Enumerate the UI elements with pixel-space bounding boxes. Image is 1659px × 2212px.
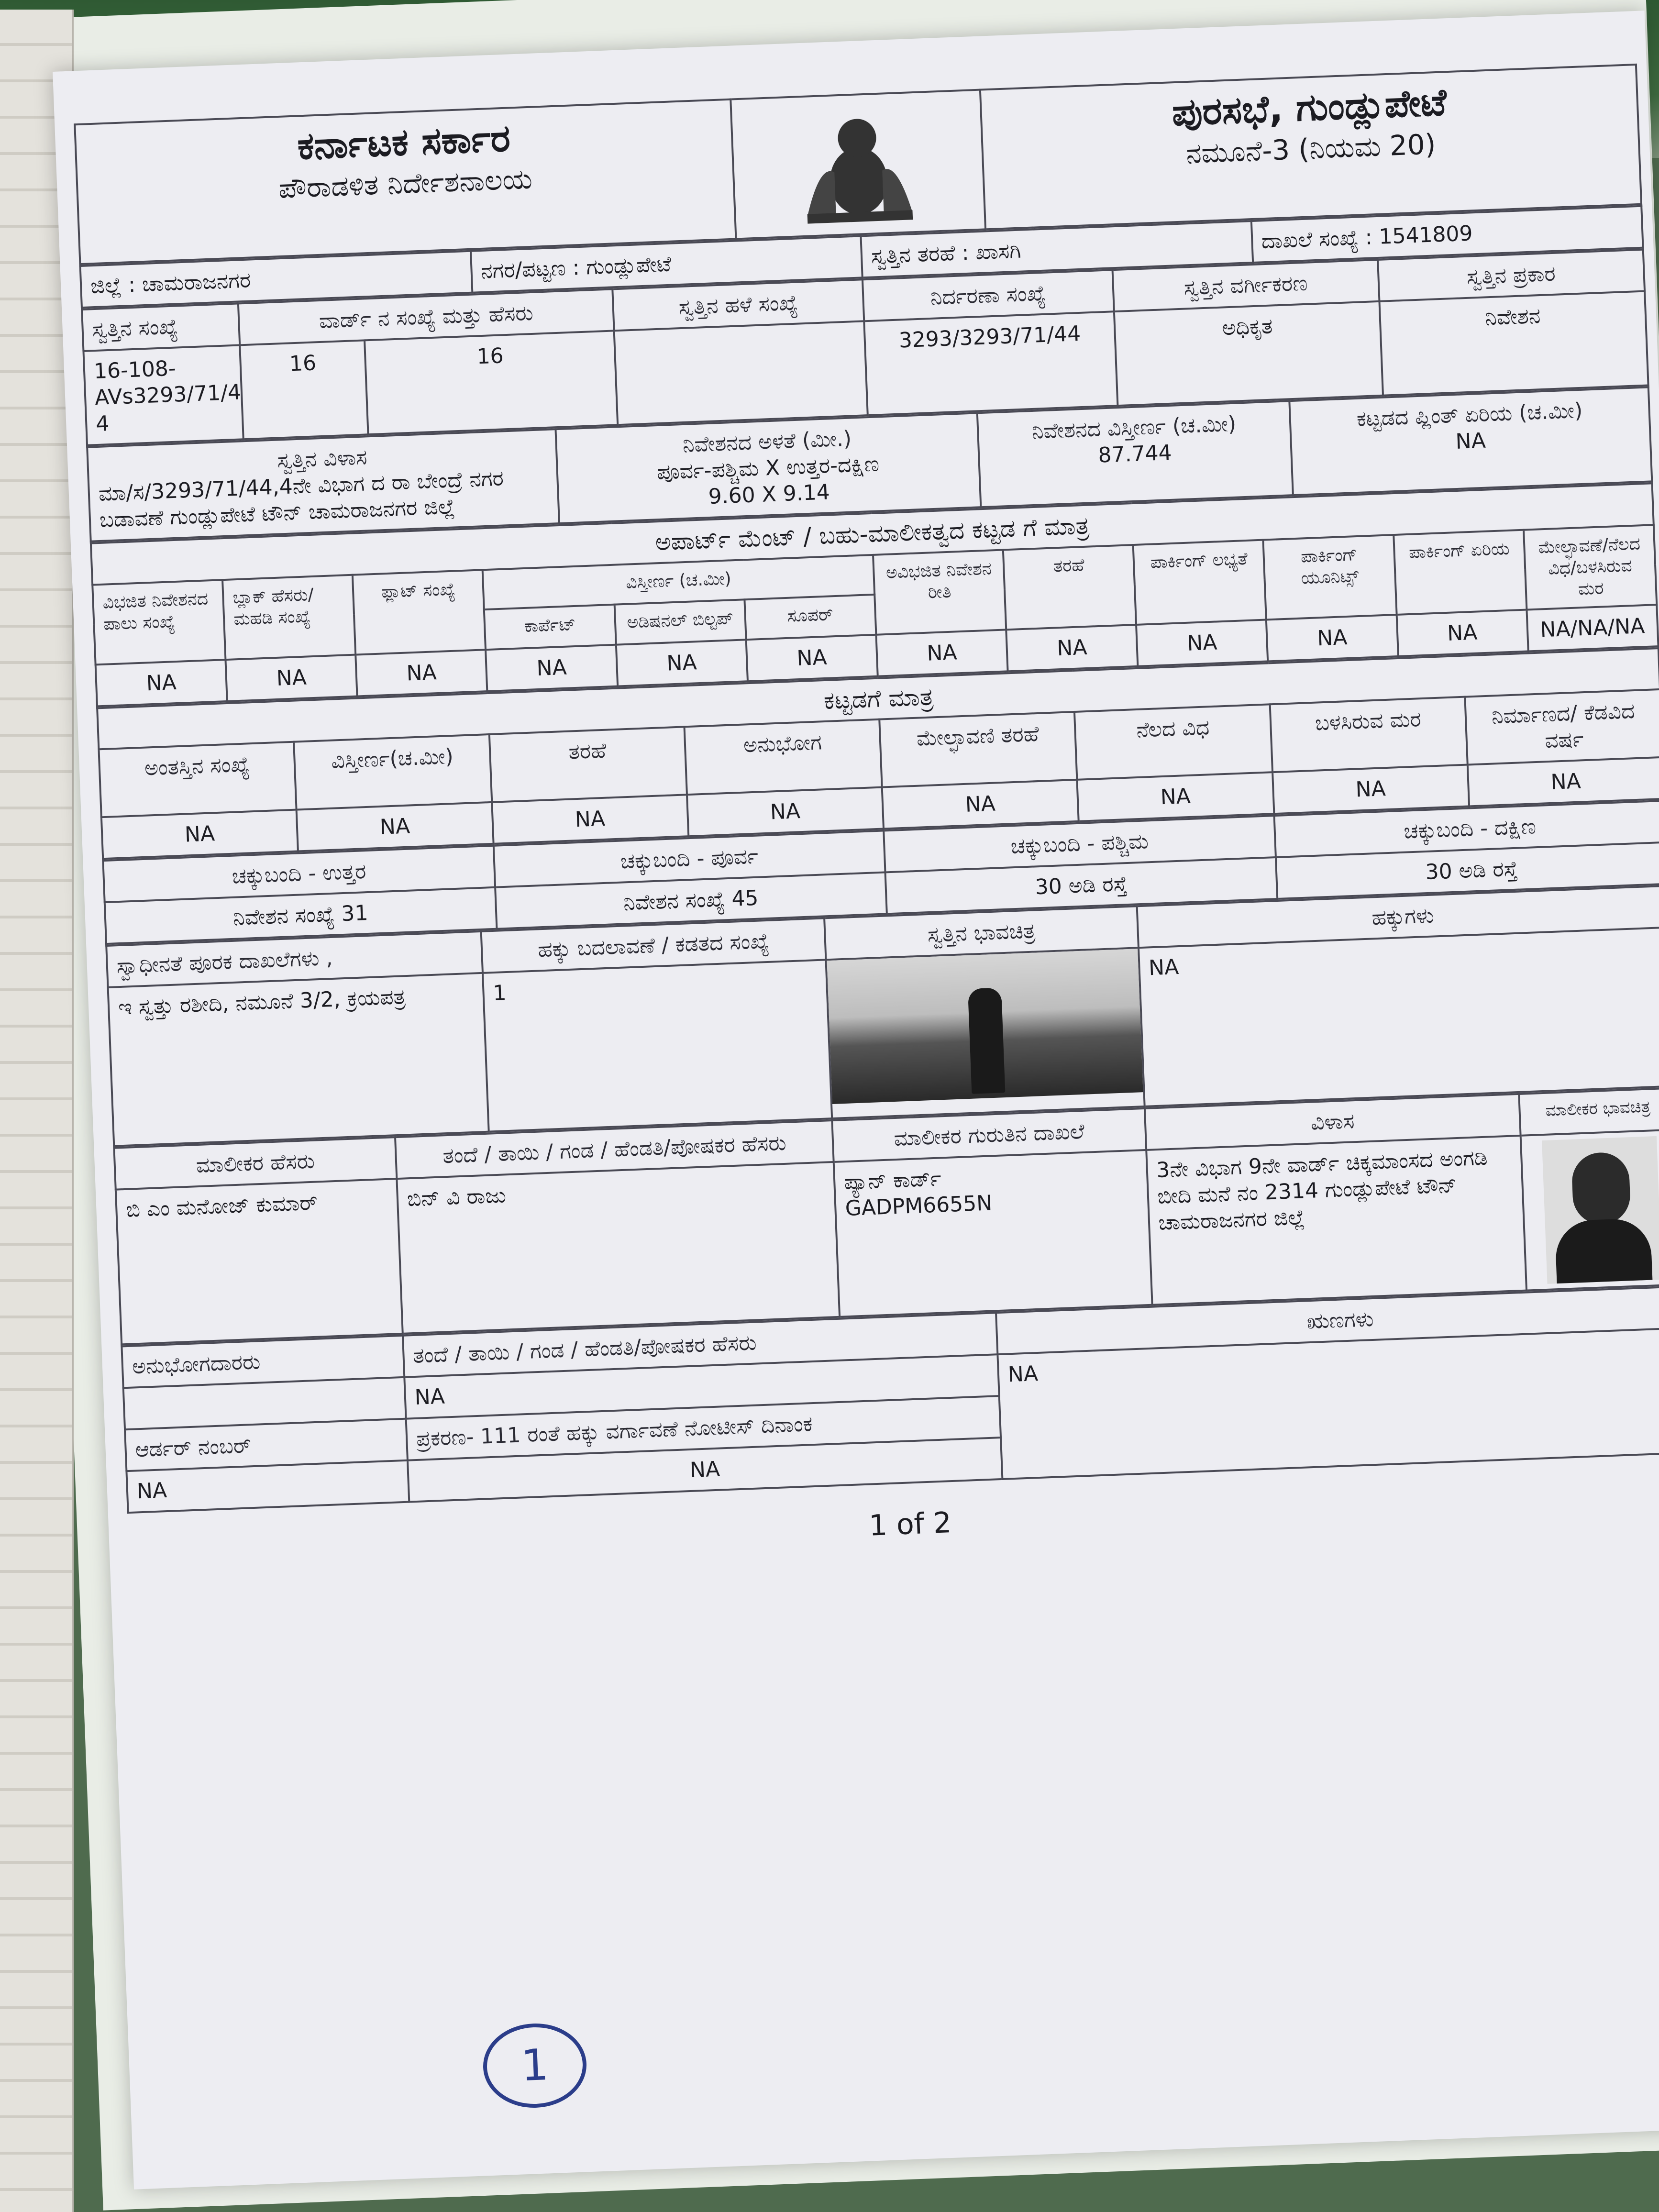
owner-name-label: ಮಾಲೀಕರ ಹೆಸರು [114,1137,397,1190]
property-no: 16-108-AVs3293/71/4 4 [83,345,243,445]
apt-h-parking-area: ಪಾರ್ಕಿಂಗ್ ಏರಿಯ [1394,530,1526,614]
south-value: 30 ಅಡಿ ರಸ್ತೆ [1275,842,1659,899]
apt-h-parking-avail: ಪಾರ್ಕಿಂಗ್ ಲಭ್ಯತೆ [1133,540,1266,624]
label-classification: ಸ್ವತ್ತಿನ ವರ್ಗೀಕರಣ [1112,260,1379,311]
apt-v-8: NA [1136,619,1268,666]
west-value: 30 ಅಡಿ ರಸ್ತೆ [885,857,1277,914]
city: ನಗರ/ಪಟ್ಟಣ : ಗುಂಡ್ಲುಪೇಟೆ [471,236,863,292]
bld-v-0: NA [101,810,298,859]
transfer-value: 1 [483,960,832,1131]
bld-v-6: NA [1272,765,1469,814]
classification: ಅಧಿಕೃತ [1114,301,1382,406]
label-reg-no: ನಿರ್ದರಣಾ ಸಂಖ್ಯೆ [863,270,1114,321]
owner-id-cell [834,1150,1152,1317]
property-address: ಮಾ/ಸ/3293/71/44,4ನೇ ವಿಭಾಗ ದ ರಾ ಬೇಂದ್ರೆ ನಗರ ಬಡಾವಣೆ ಗುಂಡ್ಲುಪೇಟೆ ಟೌನ್ ಚಾಮರಾಜನಗರ ಜಿಲ್ಲೆ [98,466,504,532]
notice-value: NA [408,1438,1003,1502]
owner-id-value: GADPM6655N [844,1191,993,1221]
label-old-no: ಸ್ವತ್ತಿನ ಹಳೆ ಸಂಖ್ಯೆ [613,279,864,331]
property-photo [826,948,1144,1118]
east-label: ಚಕ್ಕುಬಂದಿ - ಪೂರ್ವ [493,830,885,887]
apartment-title: ಅಪಾರ್ಟ್ ಮೆಂಟ್ / ಬಹು-ಮಾಲೀಕತ್ವದ ಕಟ್ಟಡ ಗೆ ಮಾತ್ರ [91,483,1654,585]
owner-address: 3ನೇ ವಿಭಾಗ 9ನೇ ವಾರ್ಡ್ ಚಿಕ್ಕಮಾಂಸದ ಅಂಗಡಿ ಬೀದಿ ಮನೆ ನಂ 2314 ಗುಂಡ್ಲುಪೇಟೆ ಟೌನ್ ಚಾಮರಾಜನಗರ ಜಿಲ್ಲೆ [1146,1136,1527,1305]
label-kind: ಸ್ವತ್ತಿನ ಪ್ರಕಾರ [1378,250,1645,301]
area-label: ನಿವೇಶನದ ವಿಸ್ತೀರ್ಣ (ಚ.ಮೀ) [1031,411,1237,444]
bld-v-2: NA [492,795,688,844]
owner-photo-label: ಮಾಲೀಕರ ಭಾವಚಿತ್ರ [1519,1088,1659,1135]
bld-h-7: ನಿರ್ಮಾಣದ/ ಕೆಡವಿದ ವರ್ಷ [1465,689,1659,765]
ward-no: 16 [240,340,368,439]
apt-h-undivided: ಅವಿಭಜಿತ ನಿವೇಶನ ರೀತಿ [873,550,1006,634]
apt-v-5: NA [746,634,877,681]
docs-value: ಇ ಸ್ವತ್ತು ರಶೀದಿ, ನಮೂನೆ 3/2, ಕ್ರಯಪತ್ರ [108,973,489,1146]
order-label: ಆರ್ಡರ್ ನಂಬರ್ [125,1419,408,1471]
apt-h-super: ಸೂಪರ್ [744,595,876,640]
plinth-value: NA [1455,428,1486,454]
west-label: ಚಕ್ಕುಬಂದಿ - ಪಶ್ಚಿಮ [884,816,1275,872]
govt-title: ಕರ್ನಾಟಕ ಸರ್ಕಾರ [296,117,511,168]
reg-no: 3293/3293/71/44 [864,311,1117,415]
entry-number: ದಾಖಲೆ ಸಂಖ್ಯೆ : 1541809 [1251,206,1643,263]
north-value: ನಿವೇಶನ ಸಂಖ್ಯೆ 31 [105,887,497,944]
label-ward: ವಾರ್ಡ್ ನ ಸಂಖ್ಯೆ ಮತ್ತು ಹೆಸರು [238,289,614,345]
apt-v-1: NA [226,654,357,701]
district: ಜಿಲ್ಲೆ : ಚಾಮರಾಜನಗರ [80,251,472,308]
header-left [75,100,736,264]
rights-value: NA [1139,928,1659,1106]
apt-h-type: ತರಹೆ [1003,545,1136,630]
apt-v-7: NA [1006,624,1138,671]
state-emblem-icon [741,98,976,231]
owner-id-label: ಮಾಲೀಕರ ಗುರುತಿನ ದಾಖಲೆ [832,1108,1146,1162]
notice-label: ಪ್ರಕರಣ- 111 ರಂತೆ ಹಕ್ಕು ವರ್ಗಾವಣೆ ನೋಟೀಸ್ ದಿನಾಂಕ [406,1396,1001,1460]
order-value: NA [126,1460,409,1513]
apt-h-roof: ಮೇಲ್ಛಾವಣೆ/ನೆಲದ ವಿಧ/ಬಳಸಿರುವ ಮರ [1524,525,1657,609]
occupant-relation-value: NA [404,1354,999,1419]
area-cell [977,401,1293,507]
handwritten-mark: 1 [482,2022,588,2110]
directorate-title: ಪೌರಾಡಳಿತ ನಿರ್ದೇಶನಾಲಯ [277,162,533,205]
rights-label: ಹಕ್ಕುಗಳು [1137,886,1659,948]
apt-v-9: NA [1266,614,1398,661]
ward-name: 16 [365,331,618,434]
plinth-label: ಕಟ್ಟಡದ ಪ್ಲಿಂತ್ ಏರಿಯ (ಚ.ಮೀ) [1356,398,1583,431]
dimension-label: ನಿವೇಶನದ ಅಳತೆ (ಮೀ.) [682,426,852,457]
bld-v-5: NA [1077,772,1274,821]
apt-v-10: NA [1396,609,1528,656]
owner-relation-label: ತಂದೆ / ತಾಯಿ / ಗಂಡ / ಹೆಂಡತಿ/ಪೋಷಕರ ಹೆಸರು [395,1120,834,1179]
kind: ನಿವೇಶನ [1379,291,1648,396]
dimension-value: 9.60 X 9.14 [708,480,830,509]
docs-label: ಸ್ವಾಧೀನತೆ ಪೂರಕ ದಾಖಲೆಗಳು , [106,931,483,987]
occupant-relation-label: ತಂದೆ / ತಾಯಿ / ಗಂಡ / ಹೆಂಡತಿ/ಪೋಷಕರ ಹೆಸರು [403,1313,998,1377]
address-cell [87,429,559,541]
bld-v-1: NA [297,802,493,852]
east-value: ನಿವೇಶನ ಸಂಖ್ಯೆ 45 [495,872,887,929]
municipality-title: ಪುರಸಭೆ, ಗುಂಡ್ಲುಪೇಟೆ [1171,81,1448,135]
bld-h-2: ತರಹೆ [489,727,686,802]
loans-label: ಋಣಗಳು [996,1286,1659,1354]
north-label: ಚಕ್ಕುಬಂದಿ - ಉತ್ತರ [103,846,495,902]
owner-address-label: ವಿಳಾಸ [1144,1094,1521,1150]
apt-v-6: NA [876,630,1007,676]
apt-v-0: NA [96,660,227,706]
area-value: 87.744 [1097,440,1172,468]
property-type: ಸ್ವತ್ತಿನ ತರಹೆ : ಖಾಸಗಿ [861,221,1252,277]
dimension-sub: ಪೂರ್ವ-ಪಶ್ಚಿಮ X ಉತ್ತರ-ದಕ್ಷಿಣ [656,452,880,485]
transfer-label: ಹಕ್ಕು ಬದಲಾವಣೆ / ಕಡತದ ಸಂಖ್ಯೆ [481,918,826,973]
bld-v-7: NA [1468,757,1659,807]
document-body [74,64,1659,1571]
emblem-cell [730,90,985,239]
apt-h-parking-units: ಪಾರ್ಕಿಂಗ್ ಯೂನಿಟ್ಸ್ [1263,535,1396,619]
plinth-cell [1289,387,1652,495]
old-no [614,321,868,425]
bld-h-6: ಬಳಸಿರುವ ಮರ [1270,697,1467,773]
dimension-cell [555,413,981,523]
building-title: ಕಟ್ಟಡಗೆ ಮಾತ್ರ [97,648,1659,750]
property-document [53,11,1659,2190]
occupant-label: ಅನುಭೋಗದಾರರು [122,1336,404,1388]
apt-h-additional: ಅಡಿಷನಲ್ ಬಿಲ್ಟಪ್ [614,599,746,644]
portrait-body [1554,1218,1652,1284]
label-property-no: ಸ್ವತ್ತಿನ ಸಂಖ್ಯೆ [82,303,240,351]
header-right [980,65,1641,229]
apt-v-3: NA [486,644,617,691]
bld-h-4: ಮೇಲ್ಛಾವಣಿ ತರಹೆ [879,712,1077,787]
loans-value: NA [997,1328,1659,1479]
form-title: ನಮೂನೆ-3 (ನಿಯಮ 20) [1185,127,1437,170]
south-label: ಚಕ್ಕುಬಂದಿ - ದಕ್ಷಿಣ [1274,801,1659,857]
bld-h-0: ಅಂತಸ್ತಿನ ಸಂಖ್ಯೆ [99,742,296,818]
owner-id-type: ಪ್ಯಾನ್ ಕಾರ್ಡ್ [843,1166,942,1195]
apt-h-area: ವಿಸ್ತೀರ್ಣ (ಚ.ಮೀ) [483,554,874,609]
bld-v-4: NA [882,780,1079,829]
bld-h-5: ನೆಲದ ವಿಧ [1074,704,1272,780]
apt-h-flat: ಫ್ಲಾಟ್ ಸಂಖ್ಯೆ [353,570,486,654]
address-label: ಸ್ವತ್ತಿನ ವಿಳಾಸ [276,445,368,473]
photo-label: ಸ್ವತ್ತಿನ ಭಾವಚಿತ್ರ [824,906,1138,960]
owner-photo [1521,1129,1659,1290]
apt-h-share: ವಿಭಜಿತ ನಿವೇಶನದ ಪಾಲು ಸಂಖ್ಯೆ [92,580,225,664]
property-photo-image [827,949,1143,1104]
owner-name: ಬಿ ಎಂ ಮನೋಜ್ ಕುಮಾರ್ [116,1179,403,1344]
portrait-head [1571,1151,1631,1225]
bld-v-3: NA [687,787,884,837]
person-figure [968,987,1005,1094]
apt-h-carpet: ಕಾರ್ಪೆಟ್ [484,605,616,650]
bld-h-3: ಅನುಭೋಗ [684,719,882,795]
apt-v-2: NA [356,650,487,696]
apt-v-11: NA/NA/NA [1526,605,1658,651]
apt-v-4: NA [616,640,747,686]
owner-portrait [1542,1136,1659,1284]
apt-h-block: ಬ್ಲಾಕ್ ಹೆಸರು/ ಮಹಡಿ ಸಂಖ್ಯೆ [222,575,355,659]
owner-relation: ಬಿನ್ ವಿ ರಾಜು [397,1162,840,1334]
page-number: 1 of 2 [868,1506,952,1543]
bld-h-1: ವಿಸ್ತೀರ್ಣ(ಚ.ಮೀ) [294,734,491,810]
